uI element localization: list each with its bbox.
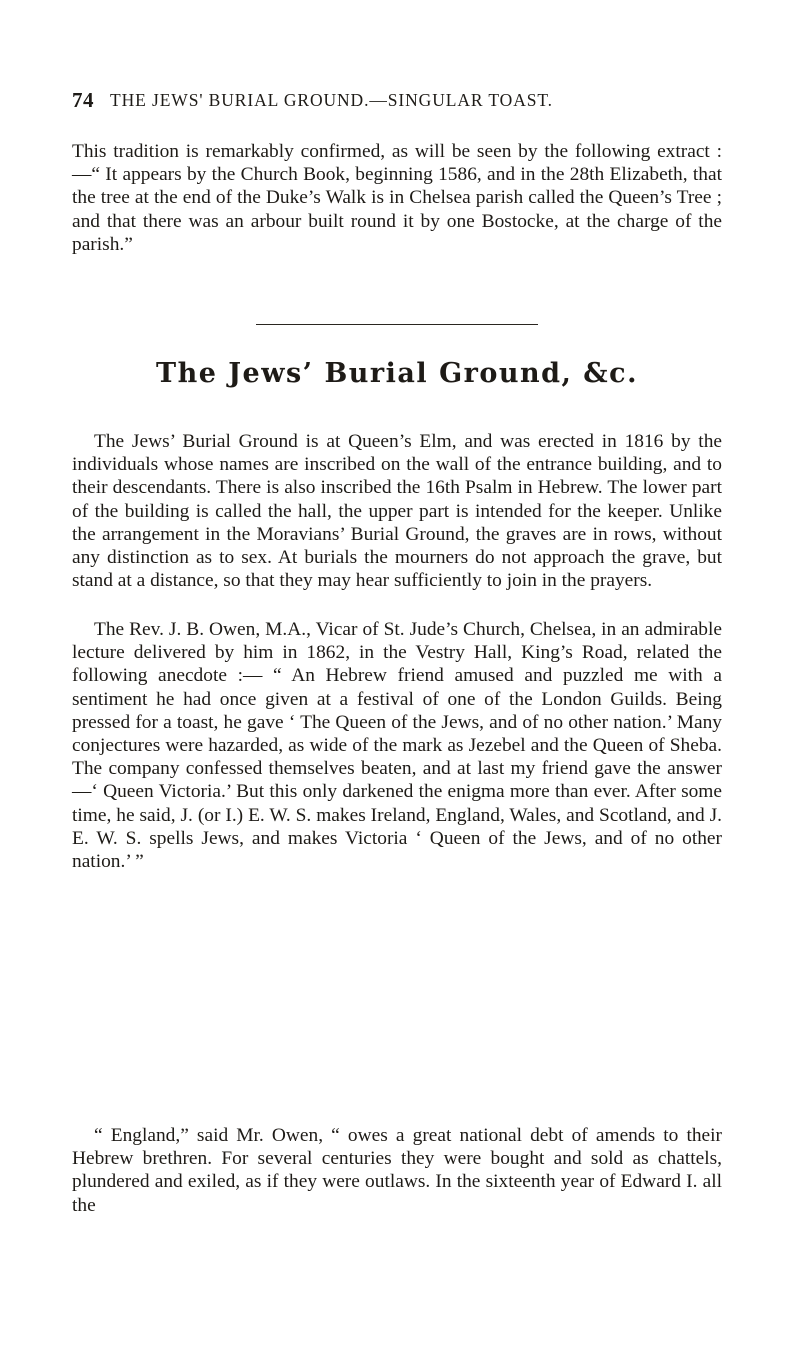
section-heading: The Jews’ Burial Ground, &c. (155, 358, 639, 389)
paragraph-owen-anecdote (72, 618, 722, 873)
page-number: 74 (72, 88, 94, 112)
paragraph-text: “ England,” said Mr. Owen, “ owes a great national debt of amends to their Hebrew brethren. For several centuries they were bought and sold as chattels, plundered and exiled, as if they were outlaws. In the sixteenth year of Edward I. all the (72, 1125, 722, 1216)
paragraph-text: The Rev. J. B. Owen, M.A., Vicar of St. Jude’s Church, Chelsea, in an admirable lecture delivered by him in 1862, in the Vestry Hall, King’s Road, related the following anecdote :— “ An Hebrew friend amused and puzzled me with a sentiment he had once given at a festival of one of the London Guilds. Being pressed for a toast, he gave ‘ The Queen of the Jews, and of no other nation.’ Many conjectures were hazarded, as wide of the mark as Jezebel and the Queen of Sheba. The company confessed themselves beaten, and at last my friend gave the answer—‘ Queen Victoria.’ But this only darkened the enigma more than ever. After some time, he said, J. (or I.) E. W. S. makes Ireland, England, Wales, and Scotland, and J. E. W. S. spells Jews, and makes Victoria ‘ Queen of the Jews, and of no other nation.’ ” (72, 619, 722, 873)
section-divider (256, 324, 538, 325)
running-title: THE JEWS' BURIAL GROUND.—SINGULAR TOAST. (110, 90, 553, 110)
paragraph-text: This tradition is remarkably confirmed, as will be seen by the following extract :—“ It appears by the Church Book, beginning 1586, and in the 28th Elizabeth, that the tree at the end of the Duke’s Walk is in Chelsea parish called the Queen’s Tree ; and that there was an arbour built round it by one Bostocke, at the charge of the parish.” (72, 141, 722, 255)
paragraph-text: The Jews’ Burial Ground is at Queen’s Elm, and was erected in 1816 by the individuals whose names are inscribed on the wall of the entrance building, and to their descendants. There is also inscribed the 16th Psalm in Hebrew. The lower part of the building is called the hall, the upper part is intended for the keeper. Unlike the arrangement in the Moravians’ Burial Ground, the graves are in rows, without any distinction as to sex. At burials the mourners do not approach the grave, but stand at a distance, so that they may hear sufficiently to join in the prayers. (72, 431, 722, 592)
paragraph-burial-ground (72, 430, 722, 592)
running-head (72, 88, 732, 114)
paragraph-tradition (72, 140, 722, 256)
paragraph-england-debt (72, 1124, 722, 1217)
